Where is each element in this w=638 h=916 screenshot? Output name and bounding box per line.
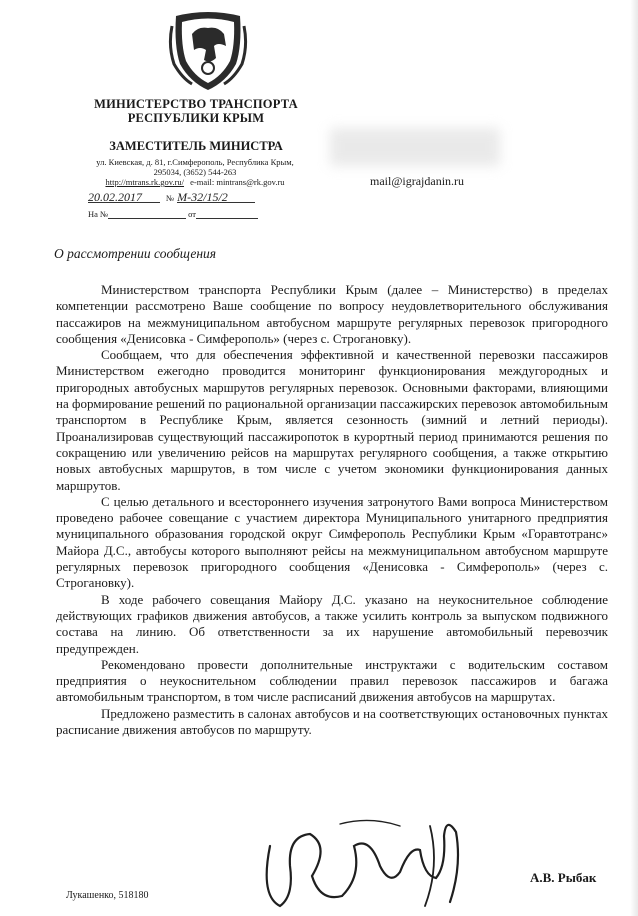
website-link[interactable]: http://mtrans.rk.gov.ru/ bbox=[105, 177, 185, 187]
registration-date: 20.02.2017 bbox=[88, 190, 142, 204]
number-prefix: № bbox=[166, 193, 175, 203]
redacted-recipient-block bbox=[330, 128, 500, 166]
recipient-email: mail@igrajdanin.ru bbox=[370, 174, 465, 188]
body-paragraph: В ходе рабочего совещания Майору Д.С. указано на неукоснительное соблюдение действующих графиков движения автобусов, а также усилить контроль за выпуском подвижного состава на линию. Об ответственности за их нарушение автомобильный перевозчик предупрежден. bbox=[56, 591, 608, 656]
body-paragraph: Министерством транспорта Республики Крым (далее – Министерство) в пределах компетенции рассмотрено Ваше сообщение по вопросу неудовлетворительного обслуживания пассажиров на межмуниципальном автобусном маршруте регулярных перевозок пригородного сообщения «Денисовка - Симферополь» (через с. Строгановку). bbox=[56, 282, 608, 346]
address-line1: ул. Киевская, д. 81, г.Симферополь, Республика Крым, bbox=[96, 157, 294, 167]
executor-contact: Лукашенко, 518180 bbox=[66, 890, 149, 901]
address-line2: 295034, (3652) 544-263 bbox=[153, 167, 237, 177]
body-paragraph: С целью детального и всестороннего изучения затронутого Вами вопроса Министерством проведено рабочее совещание с участием директора Муниципального унитарного предприятия муниципального образования городской округ Симферополь Республики Крым «Горавтотранс» Майора Д.С., автобусы которого выполняют рейсы на межмуниципальном автобусном маршруте регулярных перевозок пригородного сообщения «Денисовка - Симферополь» (через с. Строгановку). bbox=[56, 493, 608, 591]
body-paragraph: Сообщаем, что для обеспечения эффективной и качественной перевозки пассажиров Министерством ежегодно проводится мониторинг функционирования междугородных и пригородных автобусных маршрутов регулярных перевозок. Основными факторами, влияющими на формирование решений по рациональной организации пассажирских перевозок автомобильным транспортом в Республике Крым, является сезонность (зимний и летний периоды). Проанализировав существующий пассажиропоток в курортный период принимаются решения по сокращению или увеличению рейсов на маршрутах регулярного сообщения, а также открытию новых автобусных маршрутов, в том числе с учетом экономики функционирования данных маршрутов. bbox=[56, 347, 608, 493]
letter-body bbox=[56, 282, 608, 738]
body-paragraph: Предложено разместить в салонах автобусов и на соответствующих остановочных пунктах расписание движения автобусов по маршруту. bbox=[56, 705, 608, 738]
ministry-name bbox=[70, 97, 322, 125]
contacts-line bbox=[80, 177, 310, 187]
signer-name: А.В. Рыбак bbox=[530, 870, 597, 885]
reference-number-blank bbox=[108, 209, 186, 219]
coat-of-arms-emblem bbox=[168, 6, 248, 92]
ministry-name-line2: РЕСПУБЛИКИ КРЫМ bbox=[127, 111, 265, 125]
handwritten-signature bbox=[250, 806, 530, 916]
letter-subject: О рассмотрении сообщения bbox=[54, 246, 217, 261]
reference-prefix: На № bbox=[88, 209, 109, 219]
position-title: ЗАМЕСТИТЕЛЬ МИНИСТРА bbox=[109, 139, 283, 153]
ministry-name-line1: МИНИСТЕРСТВО ТРАНСПОРТА bbox=[94, 97, 298, 111]
registration-number: М-32/15/2 bbox=[177, 190, 228, 204]
ministry-address bbox=[80, 157, 310, 187]
reference-date-blank bbox=[196, 209, 258, 219]
registration-date-number bbox=[88, 190, 255, 203]
email-link[interactable]: e-mail: mintrans@rk.gov.ru bbox=[190, 177, 285, 187]
reference-from: от bbox=[188, 209, 197, 219]
reference-line bbox=[88, 209, 258, 219]
body-paragraph: Рекомендовано провести дополнительные инструктажи с водительским составом предприятия о неукоснительном соблюдении правил перевозок пассажиров и багажа автомобильным транспортом, в том числе расписаний движения автобусов на маршрутах. bbox=[56, 656, 608, 705]
scan-edge-shadow bbox=[630, 0, 638, 916]
